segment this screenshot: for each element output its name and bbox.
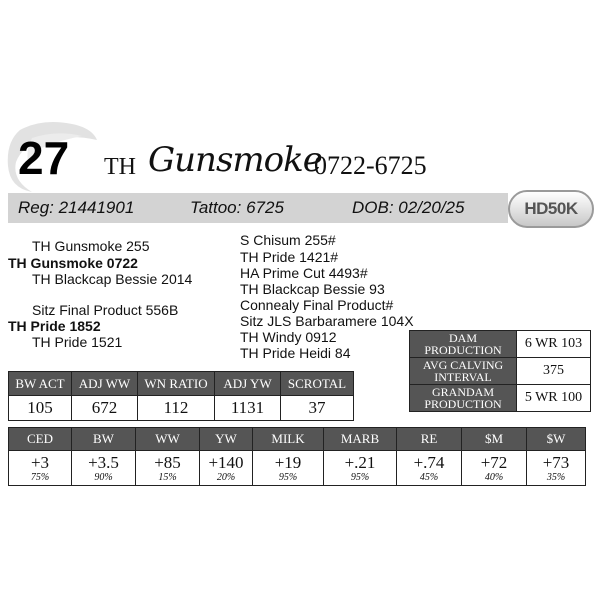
- actuals-header: BW ACT: [9, 372, 72, 396]
- production-label: DAM PRODUCTION: [410, 331, 517, 358]
- epd-cell: [527, 451, 586, 486]
- animal-name-suffix: 0722-6725: [314, 151, 427, 180]
- epd-percentile: 95%: [350, 472, 370, 483]
- date-of-birth: DOB: 02/20/25: [352, 198, 465, 217]
- production-value: 6 WR 103: [517, 331, 591, 358]
- epd-cell: [462, 451, 527, 486]
- animal-name-script: Gunsmoke: [148, 140, 322, 180]
- actuals-value: 37: [281, 396, 354, 421]
- pedigree-sire-sire: TH Gunsmoke 255: [32, 238, 150, 254]
- epd-percentile: 20%: [216, 472, 236, 483]
- pedigree-right-item: TH Blackcap Bessie 93: [240, 281, 385, 297]
- epd-header: RE: [397, 428, 462, 451]
- epd-cell: [253, 451, 324, 486]
- pedigree-right-item: TH Pride 1421#: [240, 249, 339, 265]
- pedigree-right-item: S Chisum 255#: [240, 232, 336, 248]
- epd-percentile: 35%: [546, 472, 566, 483]
- pedigree-dam-dam: TH Pride 1521: [32, 334, 123, 350]
- epd-table: [8, 427, 586, 486]
- epd-cell: [397, 451, 462, 486]
- actuals-value-row: [9, 396, 354, 421]
- actuals-value: 1131: [215, 396, 281, 421]
- epd-header-row: [9, 428, 586, 451]
- epd-header: YW: [200, 428, 253, 451]
- pedigree-right-item: TH Pride Heidi 84: [240, 345, 351, 361]
- production-row-calving: [410, 358, 591, 385]
- epd-value: +.21: [344, 453, 376, 472]
- actuals-value: 105: [9, 396, 72, 421]
- production-row-dam: [410, 331, 591, 358]
- epd-header: $W: [527, 428, 586, 451]
- registration-number: Reg: 21441901: [18, 198, 135, 217]
- actuals-header: SCROTAL: [281, 372, 354, 396]
- production-value: 5 WR 100: [517, 385, 591, 412]
- epd-header: $M: [462, 428, 527, 451]
- actuals-value: 112: [138, 396, 215, 421]
- epd-percentile: 90%: [94, 472, 113, 483]
- actuals-header: WN RATIO: [138, 372, 215, 396]
- pedigree-right-item: TH Windy 0912: [240, 329, 337, 345]
- epd-value: +140: [208, 453, 244, 472]
- epd-header: WW: [136, 428, 200, 451]
- pedigree-sire-dam: TH Blackcap Bessie 2014: [32, 271, 193, 287]
- epd-percentile: 40%: [484, 472, 504, 483]
- epd-value: +3.5: [88, 453, 119, 472]
- tattoo: Tattoo: 6725: [190, 198, 284, 217]
- epd-value: +19: [274, 453, 302, 472]
- actuals-header-row: [9, 372, 354, 396]
- epd-percentile: 95%: [278, 472, 298, 483]
- epd-cell: [9, 451, 72, 486]
- epd-percentile: 15%: [158, 472, 177, 483]
- epd-cell: [136, 451, 200, 486]
- production-table: [409, 330, 591, 412]
- lot-number: 27: [18, 132, 70, 184]
- pedigree-dam: TH Pride 1852: [8, 318, 101, 334]
- pedigree-right-item: Connealy Final Product#: [240, 297, 394, 313]
- hd50k-badge: HD50K: [508, 190, 594, 228]
- pedigree-right-item: Sitz JLS Barbaramere 104X: [240, 313, 414, 329]
- epd-cell: [72, 451, 136, 486]
- actuals-header: ADJ YW: [215, 372, 281, 396]
- actuals-value: 672: [72, 396, 138, 421]
- production-row-grandam: [410, 385, 591, 412]
- production-label: AVG CALVING INTERVAL: [410, 358, 517, 385]
- pedigree-right-item: HA Prime Cut 4493#: [240, 265, 368, 281]
- production-value: 375: [517, 358, 591, 385]
- epd-percentile: 75%: [30, 472, 50, 483]
- epd-header: BW: [72, 428, 136, 451]
- epd-cell: [200, 451, 253, 486]
- actuals-header: ADJ WW: [72, 372, 138, 396]
- epd-cell: [324, 451, 397, 486]
- epd-header: CED: [9, 428, 72, 451]
- epd-header: MARB: [324, 428, 397, 451]
- epd-header: MILK: [253, 428, 324, 451]
- epd-value-row: [9, 451, 586, 486]
- pedigree-sire: TH Gunsmoke 0722: [8, 255, 138, 271]
- pedigree-dam-sire: Sitz Final Product 556B: [32, 302, 179, 318]
- actuals-table: [8, 371, 354, 421]
- epd-value: +85: [154, 453, 181, 472]
- epd-value: +.74: [413, 453, 445, 472]
- animal-name-prefix: TH: [104, 154, 136, 180]
- epd-value: +72: [480, 453, 508, 472]
- epd-percentile: 45%: [419, 472, 439, 483]
- epd-value: +73: [542, 453, 570, 472]
- epd-value: +3: [30, 453, 50, 472]
- production-label: GRANDAM PRODUCTION: [410, 385, 517, 412]
